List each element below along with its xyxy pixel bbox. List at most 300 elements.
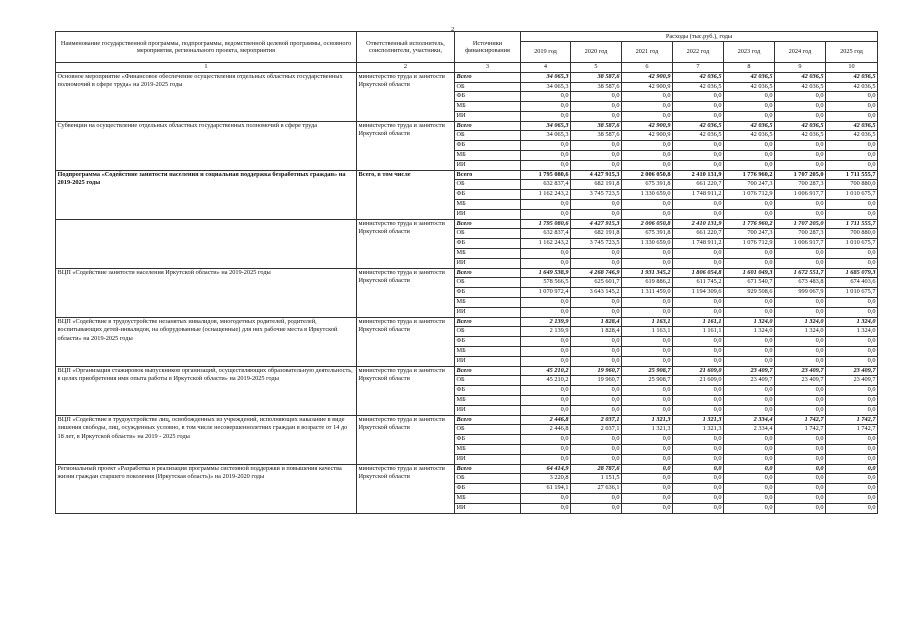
funding-source: МБ [455, 298, 521, 308]
item-responsible: Всего, в том числе [357, 170, 455, 219]
amount-cell: 0,0 [673, 474, 724, 484]
amount-cell: 0,0 [826, 151, 878, 161]
amount-cell: 700 880,0 [826, 229, 878, 239]
header-year: 2019 год [521, 42, 571, 63]
funding-source: Всего [455, 415, 521, 425]
table-body [56, 72, 878, 513]
amount-cell: 0,0 [571, 503, 622, 513]
amount-cell: 2 334,4 [724, 425, 775, 435]
amount-cell: 0,0 [571, 347, 622, 357]
table-row [56, 366, 878, 376]
amount-cell: 0,0 [673, 298, 724, 308]
amount-cell: 673 483,8 [775, 278, 826, 288]
amount-cell: 671 540,7 [724, 278, 775, 288]
amount-cell: 42 036,5 [826, 121, 878, 131]
amount-cell: 0,0 [521, 454, 571, 464]
amount-cell: 1 742,7 [775, 425, 826, 435]
amount-cell: 0,0 [521, 141, 571, 151]
funding-source: МБ [455, 396, 521, 406]
amount-cell: 0,0 [775, 454, 826, 464]
funding-source: ИИ [455, 454, 521, 464]
amount-cell: 0,0 [775, 111, 826, 121]
funding-source: ОБ [455, 229, 521, 239]
amount-cell: 0,0 [673, 307, 724, 317]
funding-source: ОБ [455, 425, 521, 435]
amount-cell: 1 711 555,7 [826, 170, 878, 180]
amount-cell: 38 587,6 [571, 121, 622, 131]
amount-cell: 0,0 [826, 347, 878, 357]
amount-cell: 0,0 [826, 405, 878, 415]
amount-cell: 0,0 [826, 435, 878, 445]
amount-cell: 0,0 [775, 356, 826, 366]
amount-cell: 0,0 [724, 298, 775, 308]
amount-cell: 45 210,2 [521, 376, 571, 386]
funding-source: Всего [455, 170, 521, 180]
amount-cell: 1 795 080,6 [521, 170, 571, 180]
funding-source: ОБ [455, 131, 521, 141]
amount-cell: 2 446,8 [521, 425, 571, 435]
amount-cell: 2 139,9 [521, 317, 571, 327]
amount-cell: 3 745 723,5 [571, 190, 622, 200]
amount-cell: 1 828,4 [571, 317, 622, 327]
amount-cell: 0,0 [673, 337, 724, 347]
amount-cell: 0,0 [775, 396, 826, 406]
amount-cell: 632 837,4 [521, 229, 571, 239]
amount-cell: 0,0 [571, 258, 622, 268]
funding-source: ФБ [455, 288, 521, 298]
amount-cell: 0,0 [724, 151, 775, 161]
amount-cell: 929 508,6 [724, 288, 775, 298]
amount-cell: 0,0 [673, 396, 724, 406]
amount-cell: 45 210,2 [521, 366, 571, 376]
amount-cell: 42 036,5 [673, 131, 724, 141]
amount-cell: 42 036,5 [724, 72, 775, 82]
amount-cell: 0,0 [673, 493, 724, 503]
amount-cell: 2 410 131,9 [673, 170, 724, 180]
funding-source: Всего [455, 317, 521, 327]
amount-cell: 42 036,5 [724, 82, 775, 92]
amount-cell: 25 908,7 [622, 366, 673, 376]
funding-source: ИИ [455, 307, 521, 317]
item-name: ВЦП «Содействие в трудоустройстве лиц, освобожденных из учреждений, исполняющих наказание в виде лишения свободы, лиц, осужденных условно, в том числе несовершеннолетних граждан в возрасте от 14 до 18 лет, в Иркутской области» на 2019 - 2025 годы [56, 415, 357, 464]
amount-cell: 0,0 [775, 444, 826, 454]
amount-cell: 0,0 [724, 396, 775, 406]
amount-cell: 1 806 054,8 [673, 268, 724, 278]
amount-cell: 0,0 [622, 258, 673, 268]
amount-cell: 0,0 [673, 454, 724, 464]
amount-cell: 632 837,4 [521, 180, 571, 190]
amount-cell: 27 636,1 [571, 484, 622, 494]
amount-cell: 0,0 [775, 200, 826, 210]
amount-cell: 999 067,9 [775, 288, 826, 298]
amount-cell: 0,0 [826, 209, 878, 219]
amount-cell: 0,0 [724, 444, 775, 454]
amount-cell: 0,0 [673, 386, 724, 396]
amount-cell: 625 601,7 [571, 278, 622, 288]
amount-cell: 2 446,8 [521, 415, 571, 425]
amount-cell: 700 287,3 [775, 229, 826, 239]
amount-cell: 42 036,5 [673, 121, 724, 131]
funding-source: Всего [455, 121, 521, 131]
funding-source: ФБ [455, 484, 521, 494]
amount-cell: 1 311 459,0 [622, 288, 673, 298]
amount-cell: 700 880,0 [826, 180, 878, 190]
amount-cell: 0,0 [775, 464, 826, 474]
item-name: Подпрограмма «Содействие занятости населения и социальная поддержка безработных граждан» на 2019-2025 годы [56, 170, 357, 219]
amount-cell: 0,0 [724, 141, 775, 151]
amount-cell: 0,0 [826, 493, 878, 503]
amount-cell: 0,0 [826, 503, 878, 513]
amount-cell: 0,0 [673, 347, 724, 357]
column-number: 8 [724, 63, 775, 73]
amount-cell: 4 268 746,9 [571, 268, 622, 278]
amount-cell: 0,0 [724, 474, 775, 484]
amount-cell: 0,0 [622, 405, 673, 415]
funding-source: Всего [455, 219, 521, 229]
item-responsible: министерство труда и занятости Иркутской области [357, 72, 455, 121]
funding-source: ФБ [455, 386, 521, 396]
amount-cell: 0,0 [622, 209, 673, 219]
amount-cell: 1 076 712,9 [724, 239, 775, 249]
amount-cell: 2 037,1 [571, 415, 622, 425]
amount-cell: 1 324,0 [775, 317, 826, 327]
amount-cell: 0,0 [775, 258, 826, 268]
amount-cell: 25 908,7 [622, 376, 673, 386]
amount-cell: 0,0 [775, 405, 826, 415]
item-responsible: министерство труда и занятости Иркутской области [357, 121, 455, 170]
amount-cell: 23 409,7 [826, 366, 878, 376]
amount-cell: 0,0 [622, 396, 673, 406]
funding-source: МБ [455, 444, 521, 454]
amount-cell: 1 163,1 [622, 327, 673, 337]
amount-cell: 0,0 [775, 307, 826, 317]
amount-cell: 0,0 [571, 396, 622, 406]
column-number: 7 [673, 63, 724, 73]
amount-cell: 0,0 [571, 386, 622, 396]
amount-cell: 0,0 [724, 307, 775, 317]
amount-cell: 0,0 [775, 337, 826, 347]
amount-cell: 0,0 [724, 386, 775, 396]
amount-cell: 0,0 [724, 337, 775, 347]
amount-cell: 4 427 915,3 [571, 219, 622, 229]
amount-cell: 64 414,9 [521, 464, 571, 474]
amount-cell: 0,0 [775, 435, 826, 445]
amount-cell: 0,0 [571, 151, 622, 161]
amount-cell: 0,0 [775, 347, 826, 357]
amount-cell: 0,0 [521, 503, 571, 513]
amount-cell: 0,0 [521, 386, 571, 396]
amount-cell: 0,0 [622, 454, 673, 464]
amount-cell: 0,0 [622, 151, 673, 161]
amount-cell: 0,0 [673, 151, 724, 161]
amount-cell: 42 036,5 [826, 72, 878, 82]
amount-cell: 611 745,2 [673, 278, 724, 288]
amount-cell: 0,0 [571, 102, 622, 112]
amount-cell: 34 065,3 [521, 121, 571, 131]
amount-cell: 0,0 [673, 503, 724, 513]
item-responsible: министерство труда и занятости Иркутской области [357, 464, 455, 513]
funding-source: ИИ [455, 503, 521, 513]
amount-cell: 1 742,7 [826, 425, 878, 435]
amount-cell: 1 076 712,9 [724, 190, 775, 200]
amount-cell: 23 409,7 [724, 376, 775, 386]
amount-cell: 42 036,5 [775, 131, 826, 141]
table-row [56, 317, 878, 327]
header-source: Источники финансирования [455, 32, 521, 63]
amount-cell: 0,0 [622, 484, 673, 494]
amount-cell: 0,0 [775, 92, 826, 102]
amount-cell: 1 685 079,3 [826, 268, 878, 278]
amount-cell: 2 037,1 [571, 425, 622, 435]
amount-cell: 1 324,0 [775, 327, 826, 337]
amount-cell: 1 707 205,0 [775, 219, 826, 229]
item-name: ВЦП «Организация стажировок выпускников организаций, осуществляющих образовательную деятельность, в целях приобретения ими опыта работы в Иркутской области» на 2019-2025 годы [56, 366, 357, 415]
amount-cell: 0,0 [724, 200, 775, 210]
amount-cell: 0,0 [673, 141, 724, 151]
amount-cell: 42 036,5 [673, 82, 724, 92]
table-row [56, 219, 878, 229]
amount-cell: 21 609,0 [673, 376, 724, 386]
amount-cell: 0,0 [826, 200, 878, 210]
header-year: 2020 год [571, 42, 622, 63]
amount-cell: 0,0 [724, 249, 775, 259]
column-number: 3 [455, 63, 521, 73]
amount-cell: 42 036,5 [724, 121, 775, 131]
amount-cell: 0,0 [775, 386, 826, 396]
amount-cell: 0,0 [521, 405, 571, 415]
amount-cell: 2 410 131,9 [673, 219, 724, 229]
item-responsible: министерство труда и занятости Иркутской области [357, 268, 455, 317]
item-name: ВЦП «Содействие в трудоустройстве незанятых инвалидов, многодетных родителей, родителей, воспитывающих детей-инвалидов, на оборудованные (оснащенные) для них рабочие места в Иркутской области» на 2019-2025 годы [56, 317, 357, 366]
amount-cell: 0,0 [571, 307, 622, 317]
amount-cell: 1 330 659,0 [622, 190, 673, 200]
funding-source: ИИ [455, 111, 521, 121]
amount-cell: 1 321,3 [622, 425, 673, 435]
amount-cell: 700 287,3 [775, 180, 826, 190]
amount-cell: 0,0 [826, 298, 878, 308]
amount-cell: 0,0 [521, 298, 571, 308]
amount-cell: 0,0 [826, 111, 878, 121]
amount-cell: 23 409,7 [826, 376, 878, 386]
amount-cell: 1 194 309,6 [673, 288, 724, 298]
amount-cell: 0,0 [622, 141, 673, 151]
amount-cell: 0,0 [775, 160, 826, 170]
amount-cell: 42 036,5 [724, 131, 775, 141]
amount-cell: 0,0 [724, 493, 775, 503]
amount-cell: 42 036,5 [826, 82, 878, 92]
amount-cell: 578 566,5 [521, 278, 571, 288]
amount-cell: 0,0 [724, 464, 775, 474]
amount-cell: 0,0 [571, 249, 622, 259]
amount-cell: 0,0 [571, 435, 622, 445]
amount-cell: 1 711 555,7 [826, 219, 878, 229]
column-number: 5 [571, 63, 622, 73]
amount-cell: 23 409,7 [775, 366, 826, 376]
item-name: ВЦП «Содействие занятости населения Иркутской области» на 2019-2025 годы [56, 268, 357, 317]
amount-cell: 1 601 049,3 [724, 268, 775, 278]
amount-cell: 661 220,7 [673, 229, 724, 239]
amount-cell: 0,0 [673, 464, 724, 474]
amount-cell: 42 900,9 [622, 82, 673, 92]
amount-cell: 700 247,3 [724, 229, 775, 239]
funding-source: МБ [455, 347, 521, 357]
amount-cell: 0,0 [826, 258, 878, 268]
amount-cell: 1 006 917,7 [775, 190, 826, 200]
amount-cell: 0,0 [622, 102, 673, 112]
amount-cell: 0,0 [622, 435, 673, 445]
amount-cell: 0,0 [673, 92, 724, 102]
amount-cell: 0,0 [571, 92, 622, 102]
header-expenses: Расходы (тыс.руб.), годы [521, 32, 878, 42]
amount-cell: 0,0 [673, 209, 724, 219]
amount-cell: 19 960,7 [571, 366, 622, 376]
amount-cell: 0,0 [673, 160, 724, 170]
amount-cell: 0,0 [521, 356, 571, 366]
funding-source: Всего [455, 366, 521, 376]
amount-cell: 0,0 [724, 454, 775, 464]
amount-cell: 0,0 [571, 298, 622, 308]
funding-source: ОБ [455, 376, 521, 386]
amount-cell: 0,0 [521, 396, 571, 406]
amount-cell: 619 886,2 [622, 278, 673, 288]
header-year: 2024 год [775, 42, 826, 63]
amount-cell: 0,0 [622, 200, 673, 210]
amount-cell: 0,0 [673, 249, 724, 259]
amount-cell: 4 427 915,3 [571, 170, 622, 180]
amount-cell: 42 036,5 [775, 72, 826, 82]
amount-cell: 0,0 [571, 444, 622, 454]
amount-cell: 675 391,8 [622, 229, 673, 239]
amount-cell: 1 161,1 [673, 317, 724, 327]
amount-cell: 0,0 [826, 464, 878, 474]
amount-cell: 42 900,9 [622, 131, 673, 141]
amount-cell: 0,0 [724, 92, 775, 102]
amount-cell: 0,0 [673, 258, 724, 268]
amount-cell: 0,0 [826, 307, 878, 317]
amount-cell: 0,0 [521, 102, 571, 112]
item-name: Субвенции на осуществление отдельных областных государственных полномочий в сфере труда [56, 121, 357, 170]
amount-cell: 0,0 [775, 298, 826, 308]
funding-source: ОБ [455, 474, 521, 484]
amount-cell: 0,0 [775, 503, 826, 513]
amount-cell: 42 036,5 [775, 82, 826, 92]
amount-cell: 0,0 [571, 141, 622, 151]
amount-cell: 0,0 [826, 141, 878, 151]
amount-cell: 2 006 050,8 [622, 170, 673, 180]
funding-source: МБ [455, 151, 521, 161]
funding-source: ОБ [455, 327, 521, 337]
amount-cell: 0,0 [622, 356, 673, 366]
funding-source: Всего [455, 268, 521, 278]
amount-cell: 2 334,4 [724, 415, 775, 425]
amount-cell: 1 748 911,2 [673, 239, 724, 249]
amount-cell: 0,0 [521, 493, 571, 503]
amount-cell: 0,0 [622, 307, 673, 317]
amount-cell: 0,0 [775, 102, 826, 112]
amount-cell: 0,0 [826, 454, 878, 464]
funding-source: Всего [455, 464, 521, 474]
amount-cell: 0,0 [673, 405, 724, 415]
header-year: 2022 год [673, 42, 724, 63]
amount-cell: 0,0 [724, 258, 775, 268]
amount-cell: 0,0 [826, 444, 878, 454]
amount-cell: 0,0 [826, 356, 878, 366]
amount-cell: 0,0 [724, 347, 775, 357]
amount-cell: 38 587,6 [571, 131, 622, 141]
amount-cell: 1 742,7 [775, 415, 826, 425]
column-number: 10 [826, 63, 878, 73]
funding-source: ИИ [455, 405, 521, 415]
amount-cell: 1 321,3 [622, 415, 673, 425]
amount-cell: 0,0 [775, 474, 826, 484]
column-number: 1 [56, 63, 357, 73]
item-responsible: министерство труда и занятости Иркутской области [357, 366, 455, 415]
amount-cell: 0,0 [673, 435, 724, 445]
amount-cell: 0,0 [622, 249, 673, 259]
amount-cell: 0,0 [622, 493, 673, 503]
amount-cell: 0,0 [724, 209, 775, 219]
amount-cell: 0,0 [521, 160, 571, 170]
amount-cell: 0,0 [622, 464, 673, 474]
budget-table [55, 31, 878, 514]
amount-cell: 1 672 551,7 [775, 268, 826, 278]
amount-cell: 0,0 [521, 444, 571, 454]
amount-cell: 1 828,4 [571, 327, 622, 337]
funding-source: ИИ [455, 209, 521, 219]
amount-cell: 0,0 [571, 200, 622, 210]
amount-cell: 0,0 [826, 337, 878, 347]
funding-source: ФБ [455, 435, 521, 445]
funding-source: Всего [455, 72, 521, 82]
column-number: 4 [521, 63, 571, 73]
funding-source: МБ [455, 102, 521, 112]
amount-cell: 675 391,8 [622, 180, 673, 190]
amount-cell: 2 006 050,8 [622, 219, 673, 229]
amount-cell: 0,0 [571, 111, 622, 121]
table-row [56, 415, 878, 425]
amount-cell: 0,0 [571, 160, 622, 170]
amount-cell: 0,0 [622, 160, 673, 170]
amount-cell: 0,0 [673, 356, 724, 366]
amount-cell: 0,0 [673, 444, 724, 454]
amount-cell: 0,0 [571, 209, 622, 219]
amount-cell: 0,0 [826, 160, 878, 170]
amount-cell: 0,0 [571, 356, 622, 366]
amount-cell: 1 321,3 [673, 425, 724, 435]
amount-cell: 0,0 [775, 484, 826, 494]
funding-source: ОБ [455, 278, 521, 288]
amount-cell: 0,0 [622, 474, 673, 484]
amount-cell: 34 065,3 [521, 72, 571, 82]
amount-cell: 1 931 345,2 [622, 268, 673, 278]
column-number: 9 [775, 63, 826, 73]
amount-cell: 1 324,0 [826, 327, 878, 337]
amount-cell: 3 745 723,5 [571, 239, 622, 249]
funding-source: ФБ [455, 337, 521, 347]
column-number: 2 [357, 63, 455, 73]
amount-cell: 1 010 675,7 [826, 239, 878, 249]
item-responsible: министерство труда и занятости Иркутской области [357, 415, 455, 464]
amount-cell: 0,0 [571, 493, 622, 503]
amount-cell: 21 609,0 [673, 366, 724, 376]
amount-cell: 1 649 538,9 [521, 268, 571, 278]
funding-source: ОБ [455, 180, 521, 190]
funding-source: ФБ [455, 92, 521, 102]
amount-cell: 0,0 [826, 102, 878, 112]
amount-cell: 1 162 243,2 [521, 190, 571, 200]
amount-cell: 1 330 659,0 [622, 239, 673, 249]
amount-cell: 2 139,9 [521, 327, 571, 337]
